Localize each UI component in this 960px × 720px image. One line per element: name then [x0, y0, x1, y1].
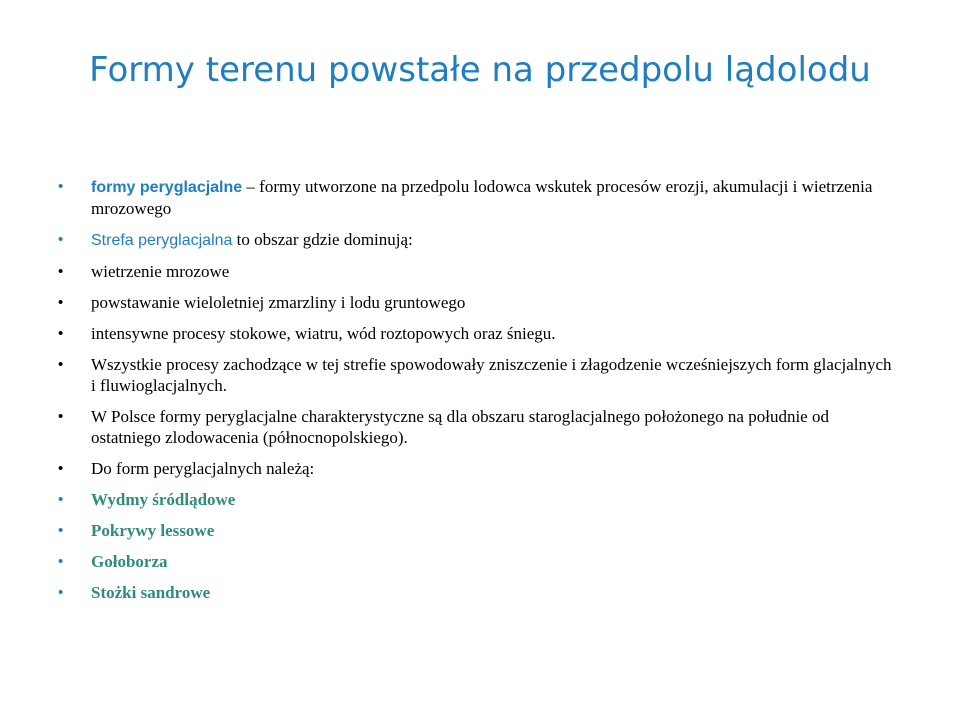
bullet-icon: • [58, 325, 64, 342]
bullet-item-strefa [58, 229, 898, 251]
bullet-text: powstawanie wieloletniej zmarzliny i lodu gruntowego [91, 293, 466, 312]
landform-name: Wydmy śródlądowe [91, 490, 236, 509]
term-strefa-peryglacjalna: Strefa peryglacjalna [91, 232, 233, 249]
bullet-item-landform [58, 520, 898, 541]
bullet-item-landform [58, 582, 898, 603]
bullet-icon: • [58, 584, 64, 601]
bullet-text: Wszystkie procesy zachodzące w tej strefie spowodowały zniszczenie i złagodzenie wcześniejszych form glacjalnych i fluwioglacjalnych. [91, 355, 892, 395]
term-formy-peryglacjalne: formy peryglacjalne [91, 179, 243, 196]
bullet-icon: • [58, 460, 64, 477]
slide-title: Formy terenu powstałe na przedpolu lądolodu [89, 50, 871, 90]
bullet-item [58, 406, 898, 448]
bullet-item [58, 458, 898, 479]
bullet-item [58, 323, 898, 344]
bullet-text: W Polsce formy peryglacjalne charakterystyczne są dla obszaru staroglacjalnego położonego na południe od ostatniego zlodowacenia (północnopolskiego). [91, 407, 829, 447]
landform-name: Stożki sandrowe [91, 583, 211, 602]
landform-name: Pokrywy lessowe [91, 521, 215, 540]
bullet-item [58, 292, 898, 313]
bullet-icon: • [58, 491, 64, 508]
landform-name: Gołoborza [91, 552, 168, 571]
bullet-text: intensywne procesy stokowe, wiatru, wód roztopowych oraz śniegu. [91, 324, 556, 343]
bullet-icon: • [58, 263, 64, 280]
bullet-icon: • [58, 522, 64, 539]
bullet-icon: • [58, 294, 64, 311]
bullet-item [58, 261, 898, 282]
bullet-icon: • [58, 408, 64, 425]
bullet-text: – formy utworzone na przedpolu lodowca wskutek procesów erozji, akumulacji i wietrzenia mrozowego [91, 177, 873, 218]
bullet-item [58, 354, 898, 396]
bullet-list [58, 176, 898, 613]
bullet-text: to obszar gdzie dominują: [232, 230, 413, 249]
bullet-text: Do form peryglacjalnych należą: [91, 459, 315, 478]
bullet-item-landform [58, 551, 898, 572]
bullet-icon: • [58, 553, 64, 570]
bullet-icon: • [58, 231, 64, 248]
bullet-icon: • [58, 178, 64, 195]
bullet-text: wietrzenie mrozowe [91, 262, 230, 281]
bullet-item-peryglacjalne [58, 176, 898, 219]
bullet-item-landform [58, 489, 898, 510]
bullet-icon: • [58, 356, 64, 373]
